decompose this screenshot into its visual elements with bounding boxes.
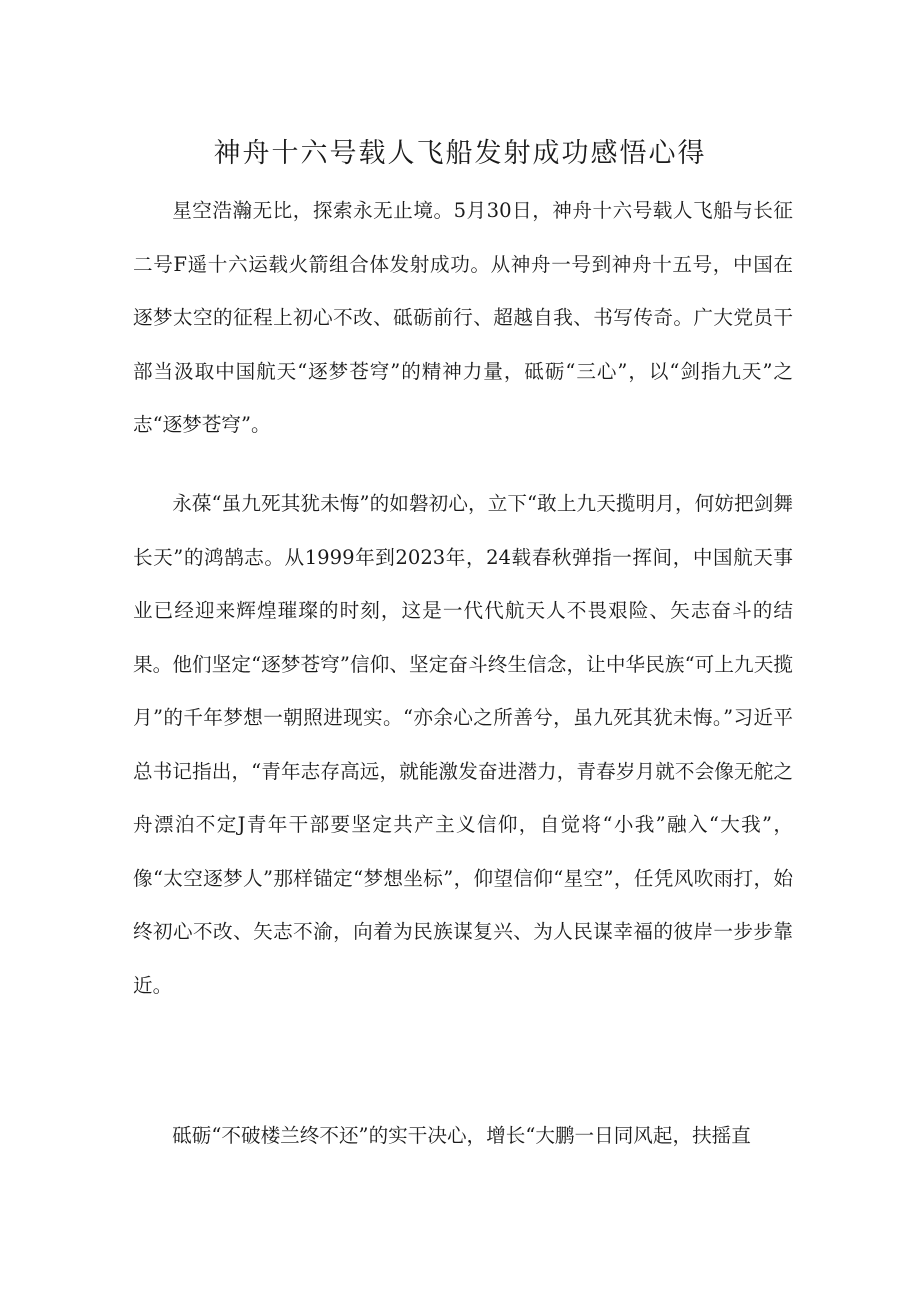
document-title: 神舟十六号载人飞船发射成功感悟心得 [213, 138, 707, 169]
paragraph-3: 砥砺“不破楼兰终不还”的实干决心，增长“大鹏一日同风起，扶摇直 [172, 1124, 751, 1147]
paragraph-1: 星空浩瀚无比，探索永无止境。5月30日，神舟十六号载人飞船与长征二号F遥十六运载火箭组合体发射成功。从神舟一号到神舟十五号，中国在逐梦太空的征程上初心不改、砥砺前行、超越自我、书写传奇。广大党员干部当汲取中国航天“逐梦苍穹”的精神力量，砥砺“三心”，以“剑指九天”之志“逐梦苍穹”。 [133, 199, 793, 436]
paragraph-2: 永葆“虽九死其犹未悔”的如磐初心，立下“敢上九天揽明月，何妨把剑舞长天”的鸿鹄志。从1999年到2023年，24载春秋弹指一挥间，中国航天事业已经迎来辉煌璀璨的时刻，这是一代代航天人不畏艰险、矢志奋斗的结果。他们坚定“逐梦苍穹”信仰、坚定奋斗终生信念，让中华民族“可上九天揽月”的千年梦想一朝照进现实。“亦余心之所善兮，虽九死其犹未悔。”习近平总书记指出，“青年志存高远，就能激发奋进潜力，青春岁月就不会像无舵之舟漂泊不定J青年干部要坚定共产主义信仰，自觉将“小我”融入“大我”，像“太空逐梦人”那样锚定“梦想坐标”，仰望信仰“星空”，任凭风吹雨打，始终初心不改、矢志不渝，向着为民族谋复兴、为人民谋幸福的彼岸一步步靠近。 [133, 492, 793, 997]
